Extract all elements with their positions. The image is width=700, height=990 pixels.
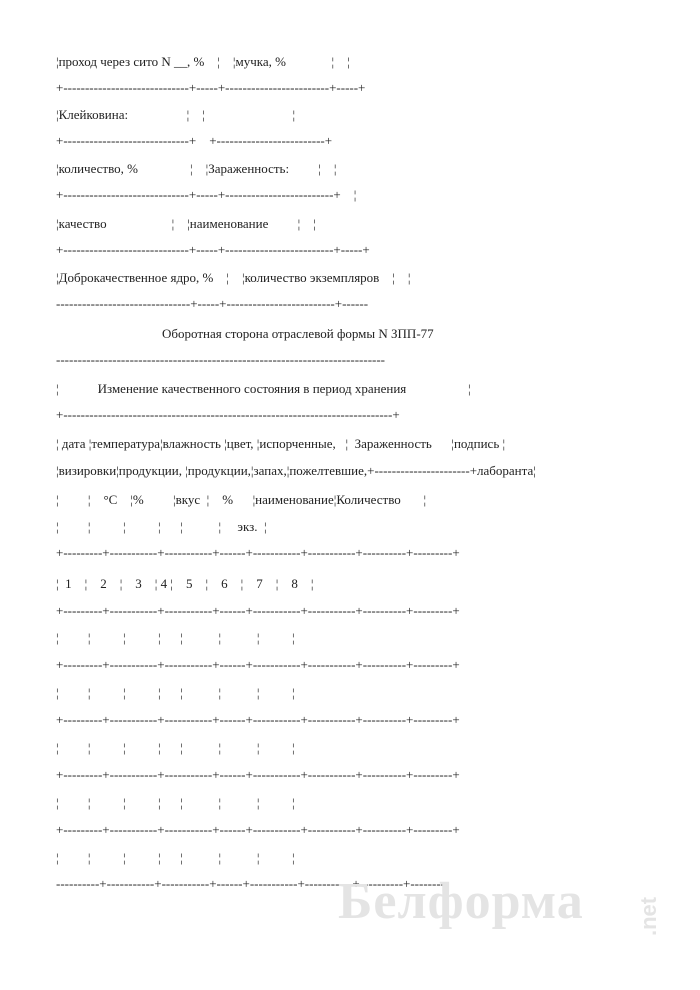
watermark-brand: Белформа [338,873,584,930]
table-rule-top: ---------------------------------------------------------------------------- [56,352,386,367]
form-rule: +-----------------------------+-----+-------------------------+ ¦ [56,187,357,202]
form-row-quantity: ¦количество, % ¦ ¦Зараженность: ¦ ¦ [56,161,337,176]
table-rule: +---------+-----------+-----------+------+-----------+-----------+----------+---------+ [56,767,460,782]
form-rule: -------------------------------+-----+-------------------------+------ [56,296,369,311]
table-rule-bottom: ----------+-----------+-----------+------+-----------+-----------+----------+--------- [56,876,450,891]
table-row: ¦ ¦ ¦ ¦ ¦ ¦ ¦ ¦ [56,795,295,810]
table-row: ¦ ¦ ¦ ¦ ¦ ¦ ¦ ¦ [56,850,295,865]
table-header-row: ¦визировки¦продукции, ¦продукции,¦запах,¦пожелтевшие,+----------------------+лаборанта¦ [56,463,536,478]
table-rule: +---------+-----------+-----------+------+-----------+-----------+----------+---------+ [56,712,460,727]
table-row: ¦ ¦ ¦ ¦ ¦ ¦ ¦ ¦ [56,685,295,700]
table-rule: +---------+-----------+-----------+------+-----------+-----------+----------+---------+ [56,822,460,837]
watermark-tld: .net [636,896,661,936]
form-row-gluten: ¦Клейковина: ¦ ¦ ¦ [56,107,296,122]
table-title-row: ¦ Изменение качественного состояния в период хранения ¦ [56,381,471,396]
form-row-quality: ¦качество ¦ ¦наименование ¦ ¦ [56,216,316,231]
table-row: ¦ ¦ ¦ ¦ ¦ ¦ ¦ ¦ [56,740,295,755]
table-header-row: ¦ ¦ ¦ ¦ ¦ ¦ экз. ¦ [56,519,267,534]
table-rule: +---------+-----------+-----------+------+-----------+-----------+----------+---------+ [56,657,460,672]
form-rule: +-----------------------------+-----+------------------------+-----+ [56,80,366,95]
form-rule: +-----------------------------+-----+-------------------------+-----+ [56,242,370,257]
form-row-good-kernel: ¦Доброкачественное ядро, % ¦ ¦количество экземпляров ¦ ¦ [56,270,411,285]
form-row-sieve: ¦проход через сито N __, % ¦ ¦мучка, % ¦ ¦ [56,54,350,69]
table-rule: +---------+-----------+-----------+------+-----------+-----------+----------+---------+ [56,603,460,618]
form-rule: +-----------------------------+ +-------------------------+ [56,133,333,148]
table-rule: +----------------------------------------------------------------------------+ [56,407,400,422]
table-column-numbers: ¦ 1 ¦ 2 ¦ 3 ¦ 4 ¦ 5 ¦ 6 ¦ 7 ¦ 8 ¦ [56,576,314,591]
table-header-row: ¦ ¦ °С ¦% ¦вкус ¦ % ¦наименование¦Количество ¦ [56,492,427,507]
table-header-row: ¦ дата ¦температура¦влажность ¦цвет, ¦испорченные, ¦ Зараженность ¦подпись ¦ [56,436,506,451]
table-rule: +---------+-----------+-----------+------+-----------+-----------+----------+---------+ [56,545,460,560]
table-row: ¦ ¦ ¦ ¦ ¦ ¦ ¦ ¦ [56,630,295,645]
reverse-side-title: Оборотная сторона отраслевой формы N ЗПП-77 [162,326,434,341]
